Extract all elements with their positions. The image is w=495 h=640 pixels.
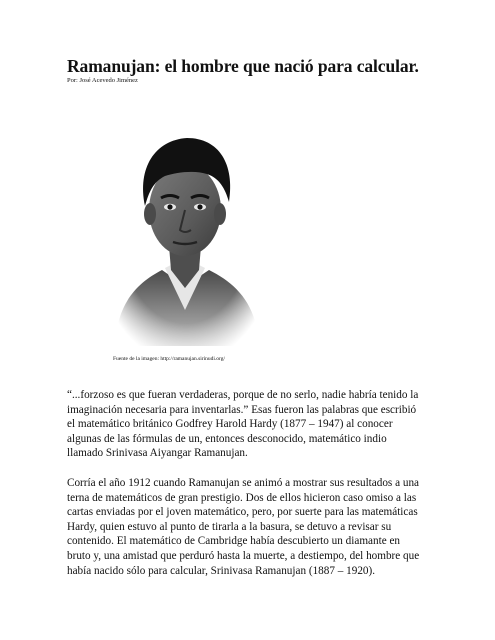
paragraph-line: bruto y, una amistad que perduró hasta la muerte, a destiempo, del hombre que [67, 549, 420, 562]
paragraph-line: “...forzoso es que fueran verdaderas, porque de no serlo, nadie habría tenido la [67, 389, 419, 401]
paragraph-line: el matemático británico Godfrey Harold Hardy (1877 – 1947) al conocer [67, 418, 393, 431]
paragraph-line: había nacido sólo para calcular, Srinivasa Ramanujan (1887 – 1920). [67, 564, 376, 577]
paragraph-line: contenido. El matemático de Cambridge había descubierto un diamante en [67, 535, 401, 548]
paragraph-line: llamado Srinivasa Aiyangar Ramanujan. [67, 447, 248, 460]
portrait-photo [107, 118, 265, 346]
paragraph-line: terna de matemáticos de gran prestigio. Dos de ellos hicieron caso omiso a las [67, 491, 417, 504]
author-byline: Por: José Acevedo Jiménez [67, 77, 138, 84]
paragraph-line: Hardy, quien estuvo al punto de tirarla a la basura, se detuvo a revisar su [67, 520, 392, 533]
image-caption: Fuente de la imagen: http://ramanujan.sirinudi.org/ [113, 356, 226, 362]
paragraph-1 [67, 388, 437, 461]
document-title: Ramanujan: el hombre que nació para calcular. [67, 56, 419, 76]
paragraph-2 [67, 476, 437, 578]
paragraph-line: cartas enviadas por el joven matemático, pero, por suerte para las matemáticas [67, 506, 418, 519]
paragraph-line: imaginación necesaria para inventarlas.” Esas fueron las palabras que escribió [67, 403, 417, 416]
paragraph-line: algunas de las fórmulas de un, entonces desconocido, matemático indio [67, 432, 387, 445]
paragraph-line: Corría el año 1912 cuando Ramanujan se animó a mostrar sus resultados a una [67, 477, 420, 489]
